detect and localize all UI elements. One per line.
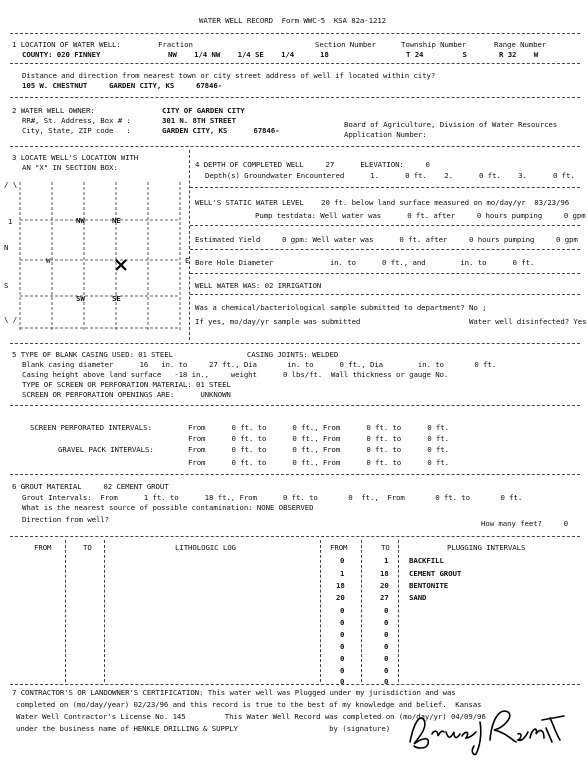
grout-intervals-line: Grout Intervals: From 1 ft. to 18 ft., From 0 ft. to 0 ft., From 0 ft. to 0 ft. [22, 493, 523, 502]
plug-desc: BENTONITE [409, 581, 449, 590]
plug-desc: CEMENT GROUT [409, 569, 462, 578]
log-to-header: TO [83, 543, 92, 552]
range-label: Range Number [494, 40, 547, 49]
quadrant-nw: NW [76, 216, 85, 225]
distance-label: Distance and direction from nearest town or city street address of well if located within city? [22, 71, 436, 80]
column-divider [361, 540, 362, 682]
section-value: 18 [320, 50, 329, 59]
plug-to: 27 [380, 593, 389, 602]
grout-material-line: 6 GROUT MATERIAL 02 CEMENT GROUT [12, 482, 169, 491]
bore-hole-line: Bore Hole Diameter in. to 0 ft., and in. to 0 ft. [195, 258, 535, 267]
gravel-interval-row-1: From 0 ft. to 0 ft., From 0 ft. to 0 ft. [188, 445, 449, 454]
casing-height-line: Casing height above land surface -18 in., weight 0 lbs/ft. Wall thickness or gauge No. [22, 370, 449, 379]
divider [10, 405, 580, 406]
form-title: WATER WELL RECORD Form WWC-5 KSA 82a-1212 [199, 16, 387, 25]
address-value: 105 W. CHESTNUT GARDEN CITY, KS 67846- [22, 81, 223, 90]
locate-label: 3 LOCATE WELL'S LOCATION WITH [12, 153, 139, 162]
column-divider [65, 540, 66, 682]
certification-line-4: under the business name of HENKLE DRILLING & SUPPLY by (signature) [16, 724, 391, 733]
plug-to: 0 [384, 606, 389, 615]
divider [10, 63, 580, 64]
owner-name: CITY OF GARDEN CITY [162, 106, 245, 115]
plug-from: 0 [340, 556, 345, 565]
groundwater-line: Depth(s) Groundwater Encountered 1. 0 ft. 2. 0 ft. 3. 0 ft. [205, 171, 575, 180]
signature-image [404, 698, 566, 758]
plug-to: 0 [384, 618, 389, 627]
screen-material-line: TYPE OF SCREEN OR PERFORATION MATERIAL: 01 STEEL [22, 380, 231, 389]
plug-from: 0 [340, 677, 345, 686]
certification-line-3: Water Well Contractor's License No. 145 This Water Well Record was completed on (mo/day/yr) 04/09/96 [16, 712, 486, 721]
direction-line: Direction from well? [22, 515, 109, 524]
well-use-line: WELL WATER WAS: 02 IRRIGATION [195, 281, 322, 290]
plug-from-header: FROM [330, 543, 348, 552]
plug-to: 0 [384, 666, 389, 675]
street-value: 301 N. 8TH STREET [162, 116, 236, 125]
screen-intervals-label: SCREEN PERFORATED INTERVALS: [30, 423, 152, 432]
column-divider [398, 540, 399, 682]
if-yes-line: If yes, mo/day/yr sample was submitted Water well disinfected? Yes [195, 317, 587, 326]
gravel-pack-label: GRAVEL PACK INTERVALS: [58, 445, 154, 454]
yield-line: Estimated Yield 0 gpm: Well water was 0 ft. after 0 hours pumping 0 gpm [195, 235, 578, 244]
plug-to: 0 [384, 654, 389, 663]
plug-from: 0 [340, 666, 345, 675]
fraction-value: NW 1/4 NW 1/4 SE 1/4 [168, 50, 295, 59]
plug-desc: BACKFILL [409, 556, 444, 565]
plug-from: 0 [340, 654, 345, 663]
divider [10, 33, 580, 34]
board-text: Board of Agriculture, Division of Water Resources [344, 120, 558, 129]
chemical-sample-line: Was a chemical/bacteriological sample submitted to department? No ; [195, 303, 487, 312]
lithologic-log-header: LITHOLOGIC LOG [175, 543, 236, 552]
divider [190, 273, 580, 274]
plug-from: 0 [340, 630, 345, 639]
plug-from: 0 [340, 606, 345, 615]
city-label: City, State, ZIP code : [22, 126, 131, 135]
range-value: R 32 W [499, 50, 539, 59]
plug-from: 0 [340, 642, 345, 651]
city-value: GARDEN CITY, KS 67846- [162, 126, 280, 135]
township-value: T 24 S [406, 50, 467, 59]
plug-to: 18 [380, 569, 389, 578]
log-from-header: FROM [34, 543, 52, 552]
direction-s: S [4, 281, 9, 290]
well-location-x-mark [114, 258, 128, 272]
column-divider [104, 540, 105, 682]
plug-to: 0 [384, 630, 389, 639]
direction-n: N [4, 243, 9, 252]
fraction-label: Fraction [158, 40, 193, 49]
depth-line: 4 DEPTH OF COMPLETED WELL 27 ELEVATION: 0 [195, 160, 430, 169]
plug-desc: SAND [409, 593, 427, 602]
blank-casing-line: Blank casing diameter 16 in. to 27 ft., Dia in. to 0 ft., Dia in. to 0 ft. [22, 360, 497, 369]
divider [190, 225, 580, 226]
contamination-line: What is the nearest source of possible contamination: NONE OBSERVED [22, 503, 314, 512]
plug-to: 0 [384, 677, 389, 686]
section-box [12, 178, 190, 338]
screen-interval-row-2: From 0 ft. to 0 ft., From 0 ft. to 0 ft. [188, 434, 449, 443]
plug-from: 1 [340, 569, 345, 578]
divider [10, 146, 580, 147]
quadrant-ne: NE [112, 216, 121, 225]
section-number-1: 1 [8, 217, 13, 226]
divider [10, 536, 580, 537]
screen-interval-row-1: From 0 ft. to 0 ft., From 0 ft. to 0 ft. [188, 423, 449, 432]
divider [190, 294, 580, 295]
plug-to: 1 [384, 556, 389, 565]
divider [10, 474, 580, 475]
section-number-label: Section Number [315, 40, 376, 49]
divider [190, 187, 580, 188]
plugging-intervals-header: PLUGGING INTERVALS [447, 543, 526, 552]
plug-to: 0 [384, 642, 389, 651]
static-level-line: WELL'S STATIC WATER LEVEL 20 ft. below land surface measured on mo/day/yr 03/23/96 [195, 198, 570, 207]
how-many-feet: How many feet? 0 [481, 519, 568, 528]
divider [10, 97, 580, 98]
plug-from: 20 [336, 593, 345, 602]
application-label: Application Number: [344, 130, 427, 139]
address-label: RR#, St. Address, Box # : [22, 116, 131, 125]
casing-type-line: 5 TYPE OF BLANK CASING USED: 01 STEEL CASING JOINTS: WELDED [12, 350, 339, 359]
plug-from: 18 [336, 581, 345, 590]
certification-line-1: 7 CONTRACTOR'S OR LANDOWNER'S CERTIFICATION: This water well was Plugged under my jurisdiction and was [12, 688, 456, 697]
location-label: 1 LOCATION OF WATER WELL: [12, 40, 121, 49]
section-corner-bottom: \ / [4, 315, 18, 324]
column-divider [320, 540, 321, 682]
direction-e: E [185, 256, 190, 265]
owner-label: 2 WATER WELL OWNER: [12, 106, 95, 115]
screen-openings-line: SCREEN OR PERFORATION OPENINGS ARE: UNKNOWN [22, 390, 231, 399]
quadrant-sw: SW [76, 294, 85, 303]
plug-to-header: TO [381, 543, 390, 552]
divider [190, 249, 580, 250]
divider [10, 684, 580, 685]
locate-label-2: AN "X" IN SECTION BOX: [22, 163, 118, 172]
gravel-interval-row-2: From 0 ft. to 0 ft., From 0 ft. to 0 ft. [188, 458, 449, 467]
direction-w: W [46, 256, 51, 265]
township-label: Township Number [401, 40, 467, 49]
pump-test-line: Pump testdata: Well water was 0 ft. after 0 hours pumping 0 gpm [255, 211, 586, 220]
divider [10, 343, 580, 344]
plug-from: 0 [340, 618, 345, 627]
certification-line-2: completed on (mo/day/year) 02/23/96 and this record is true to the best of my knowledge and belief. Kansas [16, 700, 482, 709]
quadrant-se: SE [112, 294, 121, 303]
plug-to: 20 [380, 581, 389, 590]
section-corner-top: / \ [4, 180, 18, 189]
county-value: COUNTY: 020 FINNEY [22, 50, 101, 59]
